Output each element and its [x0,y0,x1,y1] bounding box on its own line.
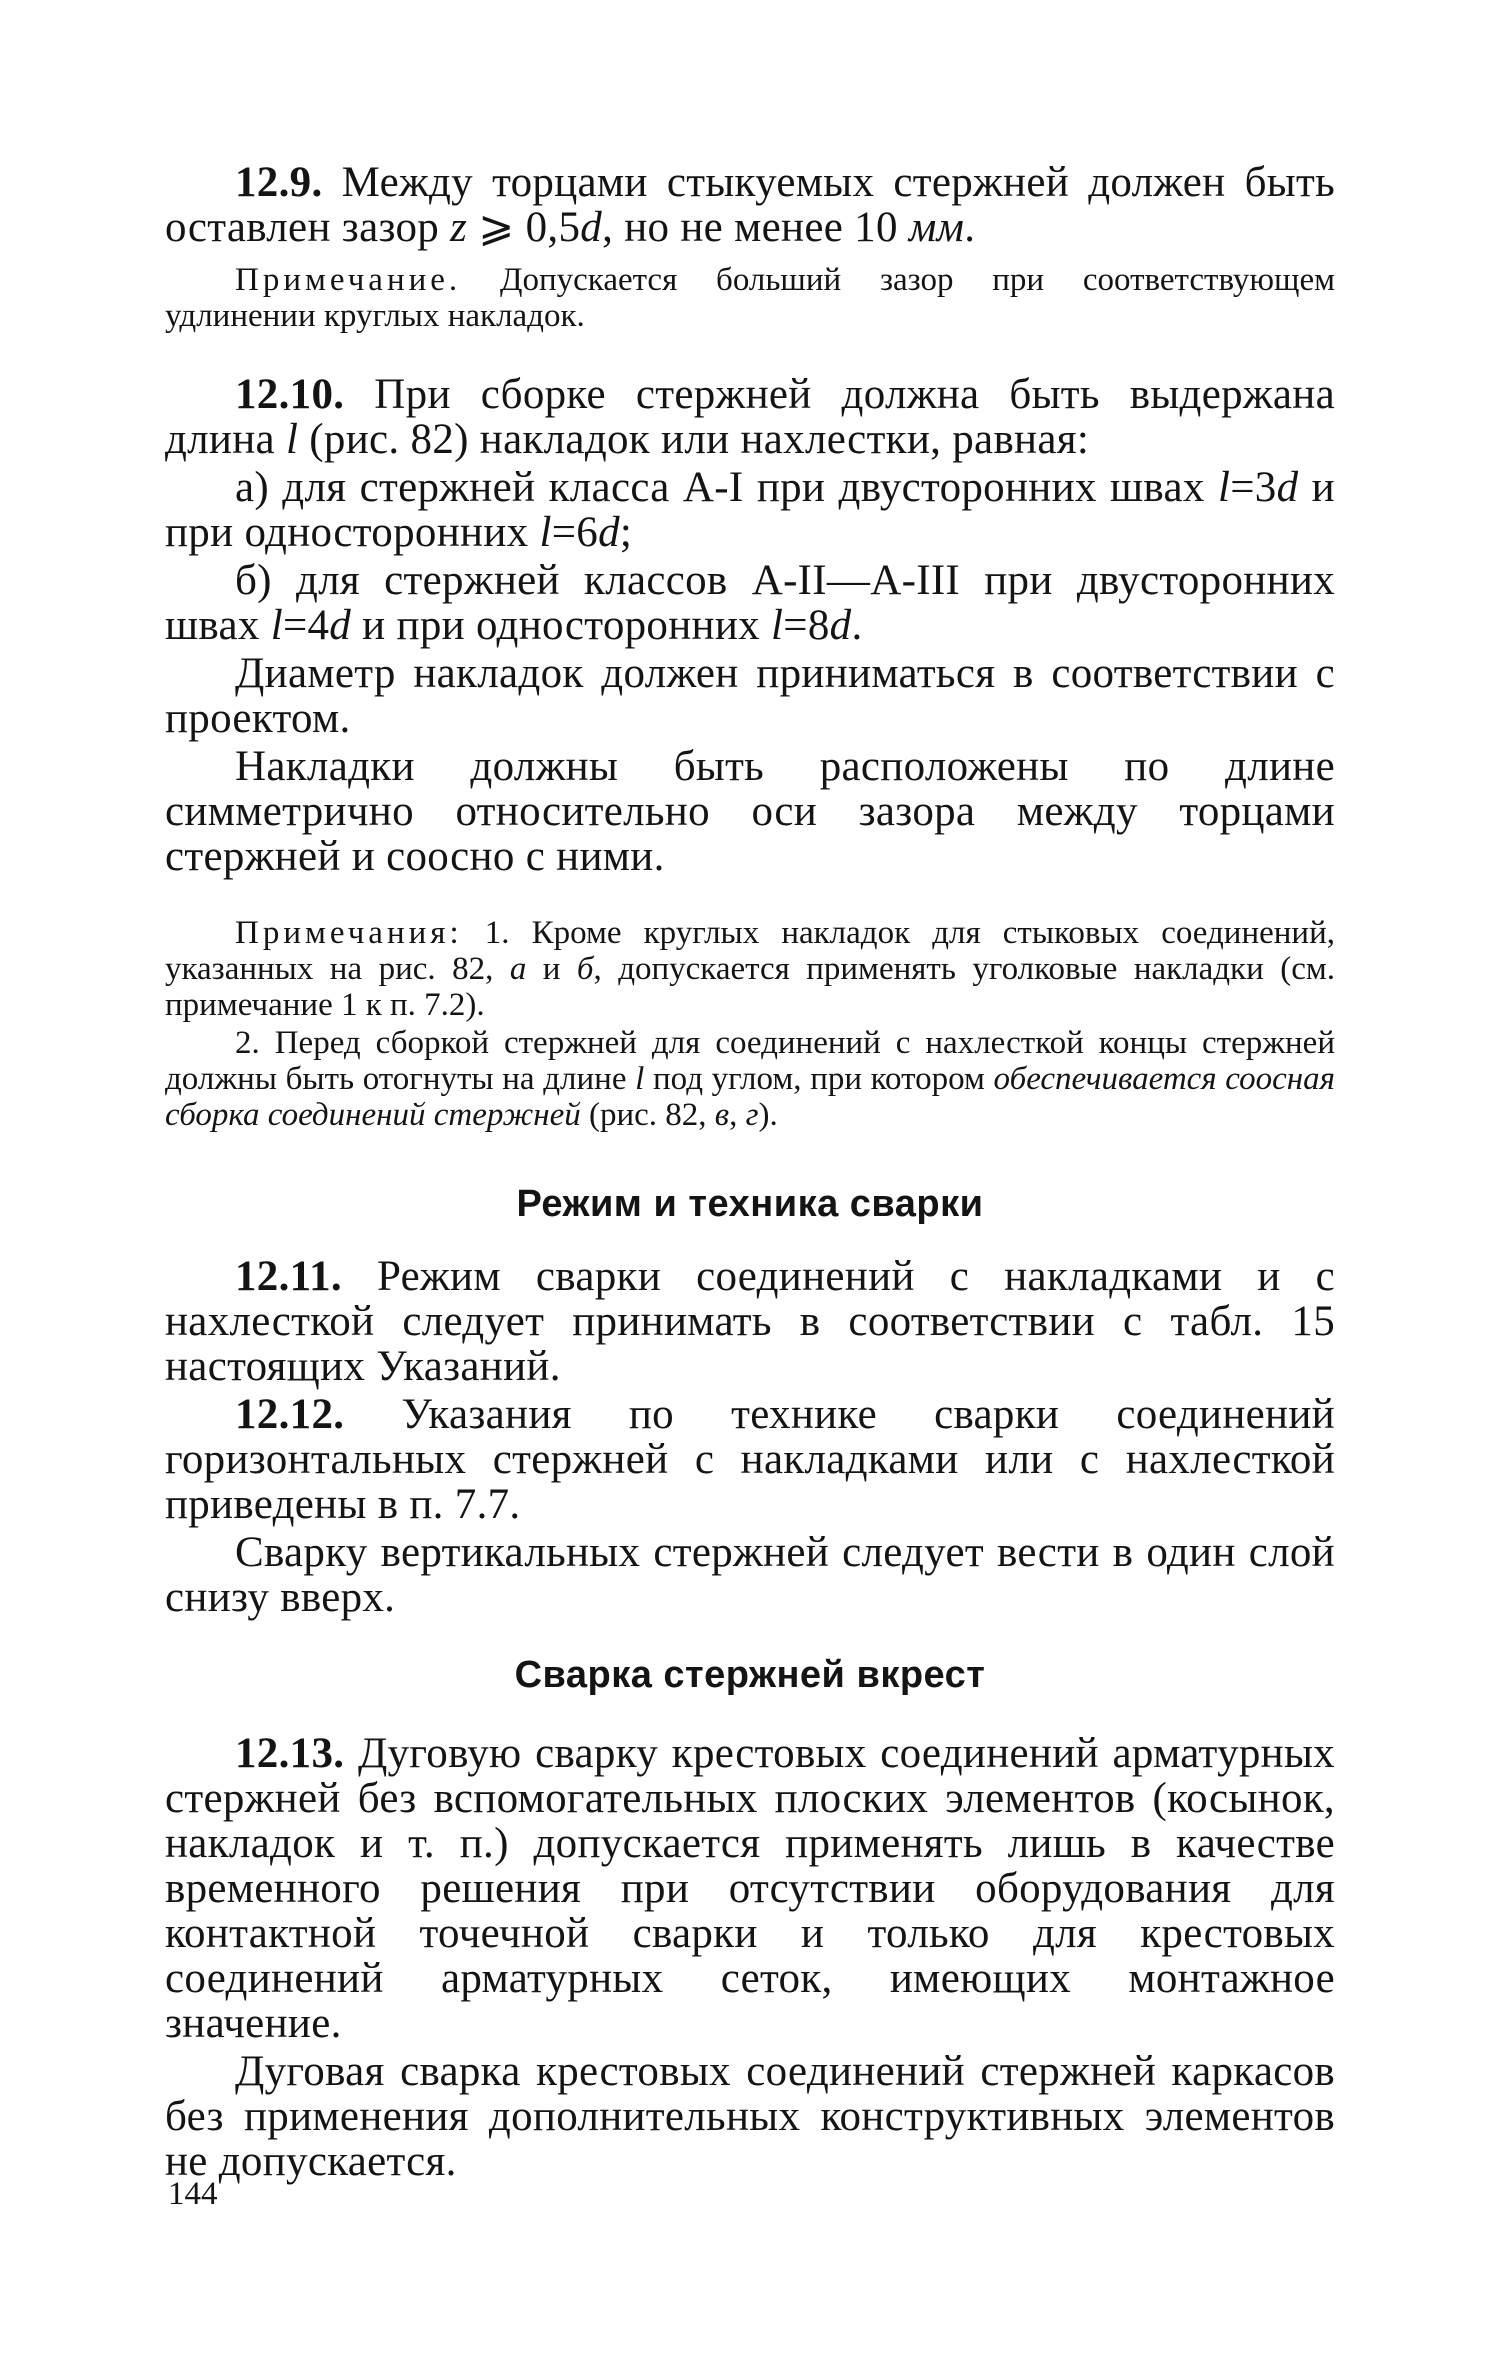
paragraph-diameter: Диаметр накладок должен приниматься в соответствии с проектом. [165,650,1335,742]
paragraph-12-9: 12.9. Между торцами стыкуемых стержней должен быть оставлен зазор z ⩾ 0,5d, но не менее 10 мм. [165,159,1335,251]
section-heading-welding-mode: Режим и техника сварки [516,1183,984,1225]
notes-12-10: Примечания: 1. Кроме круглых накладок для стыковых соединений, указанных на рис. 82, а и б, допускается применять уголковые накладки (см. примечание 1 к п. 7.2). [165,915,1335,1023]
clause-number: 12.11. [235,1253,342,1300]
list-item-a: а) для стержней класса А-I при двусторонних швах l=3d и при односторонних l=6d; [165,464,1335,556]
note-12-9: Примечание. Допускается больший зазор при соответствующем удлинении круглых накладок. [165,262,1335,334]
clause-number: 12.10. [235,371,345,418]
notes-label: Примечания: [235,915,463,951]
page-number: 144 [168,2176,218,2212]
note-label: Примечание. [235,262,462,298]
section-heading-cross-welding: Сварка стержней вкрест [514,1654,986,1696]
paragraph-12-12: 12.12. Указания по технике сварки соединений горизонтальных стержней с накладками или с нахлесткой приведены в п. 7.7. [165,1391,1335,1528]
clause-number: 12.9. [235,159,323,206]
paragraph-12-11: 12.11. Режим сварки соединений с накладками и с нахлесткой следует принимать в соответствии с табл. 15 настоящих Указаний. [165,1253,1335,1390]
list-item-b: б) для стержней классов А-II—А-III при двусторонних швах l=4d и при односторонних l=8d. [165,557,1335,649]
note-2: 2. Перед сборкой стержней для соединений с нахлесткой концы стержней должны быть отогнуты на длине l под углом, при котором обеспечивается соосная сборка соединений стержней (рис. 82, в, г). [165,1025,1335,1133]
paragraph-vertical-bars: Сварку вертикальных стержней следует вести в один слой снизу вверх. [165,1529,1335,1621]
clause-number: 12.12. [235,1391,345,1438]
paragraph-arc-welding: Дуговая сварка крестовых соединений стержней каркасов без применения дополнительных конструктивных элементов не допускается. [165,2048,1335,2185]
paragraph-12-13: 12.13. Дуговую сварку крестовых соединений арматурных стержней без вспомогательных плоских элементов (косынок, накладок и т. п.) допускается применять лишь в качестве временного решения при отсутствии оборудования для контактной точечной сварки и только для крестовых соединений арматурных сеток, имеющих монтажное значение. [165,1730,1335,2047]
paragraph-12-10: 12.10. При сборке стержней должна быть выдержана длина l (рис. 82) накладок или нахлестки, равная: [165,371,1335,463]
document-page [165,160,1335,2184]
paragraph-overlay-position: Накладки должны быть расположены по длине симметрично относительно оси зазора между торцами стержней и соосно с ними. [165,743,1335,880]
clause-number: 12.13. [235,1730,345,1777]
